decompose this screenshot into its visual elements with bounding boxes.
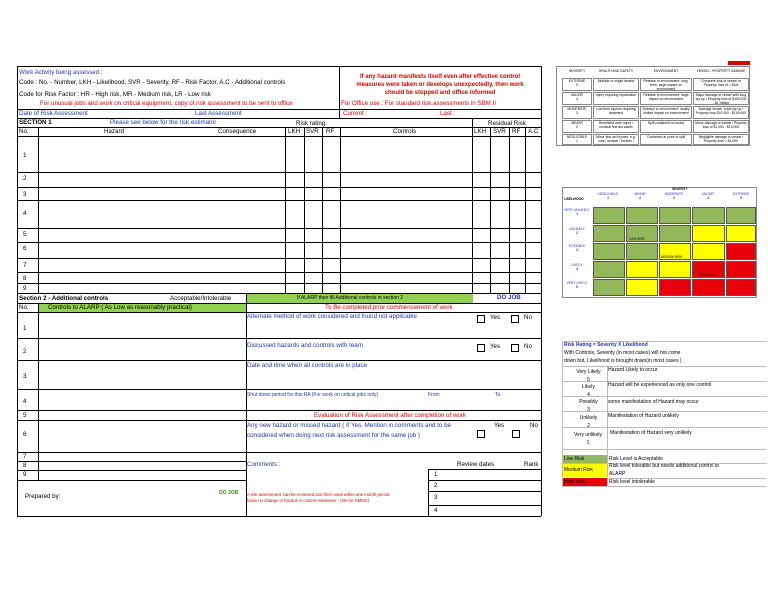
s2-row-3: 3 <box>23 373 27 380</box>
low-risk-desc: Risk Level is Acceptable <box>609 456 663 462</box>
s1-row-3: 3 <box>23 191 27 198</box>
risk-rating-header: Risk rating <box>296 120 326 127</box>
controls-alarp: Controls to ALARP ( As Low as reasonably practical) <box>48 304 192 311</box>
stop-work-warning <box>342 73 538 97</box>
s1-row-4: 4 <box>23 210 27 217</box>
q1-yes-checkbox[interactable] <box>477 315 485 323</box>
sev-health-minor: Restricted work injury / medical first aid cases <box>593 120 639 133</box>
sev-level-negligible-num: 1 <box>576 138 578 143</box>
s2-row-2: 2 <box>23 348 27 355</box>
matrix-cell-l1-s2 <box>626 207 658 224</box>
s1-row-7: 7 <box>23 262 27 269</box>
medium-risk-desc-2: ALARP <box>609 471 626 477</box>
q2-yes-checkbox[interactable] <box>477 344 485 352</box>
sev-env-extreme: Release to environment; long-term, large impact on environment <box>640 78 692 91</box>
matrix-col-negligible <box>593 193 623 200</box>
sev-level-moderate-label: MODERATE <box>567 107 587 111</box>
s2-row-9: 9 <box>23 471 27 478</box>
question-1: Alternate method of work considered and found not applicable <box>247 313 417 320</box>
review-row-1: 1 <box>434 471 438 478</box>
matrix-cell-l3-s1 <box>593 243 625 260</box>
matrix-cell-l5-s3 <box>659 279 691 296</box>
legend-possibly-label: Possibly <box>579 399 598 405</box>
to-label: To <box>495 392 501 398</box>
matrix-col-minor-num: 2 <box>639 195 641 200</box>
col-lkh-residual: LKH <box>474 128 487 135</box>
sev-prop-minor: Minor damage to vessel / Property loss of $1,000 - $10,000 <box>693 120 749 133</box>
matrix-cell-l1-s1 <box>593 207 625 224</box>
sev-th-severity: SEVERITY <box>568 69 586 73</box>
sev-env-negligible: Contained at point of spill <box>640 134 692 145</box>
matrix-col-moderate <box>658 193 690 200</box>
from-label: From <box>428 392 440 398</box>
review-row-4: 4 <box>434 507 438 514</box>
q1-no-checkbox[interactable] <box>511 315 519 323</box>
do-job-header: DO JOB <box>497 294 521 301</box>
legend-very-unlikely-desc: Manifestation of Hazard very unlikely <box>610 430 692 436</box>
legend-very-unlikely-label: Very unlikely <box>573 432 603 438</box>
high-risk-label: High Risk <box>564 479 586 485</box>
matrix-cell-l1-s4 <box>692 207 725 224</box>
question-3: Date and time when all controls are in place <box>247 362 368 369</box>
review-note <box>247 492 389 505</box>
matrix-row-very-likely-name: VERY LIKELY <box>566 281 588 285</box>
review-row-2: 2 <box>434 482 438 489</box>
current-label: Current : <box>343 110 368 117</box>
q6-yes-checkbox[interactable] <box>477 430 485 438</box>
q2-no-label: No <box>524 343 532 350</box>
sev-health-extreme: Multiple or single deaths <box>593 78 639 91</box>
section-2-title: Section 2 - Additional controls <box>19 295 109 302</box>
legend-title: Risk Rating = Severity X Likelihood <box>564 342 648 348</box>
matrix-row-possible-num: 3 <box>576 247 578 252</box>
estimator-note: Please see below for the risk estimator <box>110 119 217 126</box>
matrix-row-likely-name: LIKELY <box>571 263 583 267</box>
q6-no-checkbox[interactable] <box>512 430 520 438</box>
sev-level-major <box>562 92 592 105</box>
matrix-medium-label: MEDIUM RISK <box>661 255 683 259</box>
sev-prop-negligible: Negligible damage to vessel / Property loss < $1,000 <box>693 134 749 145</box>
sev-level-major-label: MAJOR <box>571 93 583 97</box>
sev-level-major-num: 4 <box>576 96 578 101</box>
sev-health-moderate: Lost time injuries requiring treatment <box>593 106 639 119</box>
matrix-row-very-unlikely <box>562 209 592 216</box>
matrix-row-unlikely <box>562 228 592 235</box>
s2-row-8: 8 <box>23 462 27 469</box>
legend-very-unlikely <box>566 431 610 447</box>
legend-likely-label: Likely <box>582 384 595 390</box>
q6-no-label: No <box>530 422 538 429</box>
matrix-cell-l4-s2 <box>626 261 658 278</box>
sev-level-moderate-num: 3 <box>576 110 578 115</box>
col-consequence: Consequence <box>218 128 257 135</box>
col-svr-residual: SVR <box>493 128 506 135</box>
prepared-by-label: Prepared by: <box>25 493 61 500</box>
sev-level-minor <box>562 120 592 133</box>
col-controls: Controls <box>393 128 417 135</box>
medium-risk-label: Medium Risk <box>564 467 593 473</box>
sev-level-minor-label: MINOR <box>571 121 583 125</box>
legend-very-likely-desc: Hazard Likely to occur <box>608 367 658 373</box>
matrix-col-extreme <box>726 193 756 200</box>
comments-label: Comments : <box>247 461 281 468</box>
legend-very-unlikely-num: 1 <box>586 440 590 446</box>
sev-level-moderate <box>562 106 592 119</box>
sev-th-prop: VESSEL / PROPERTY DAMAGE <box>696 69 746 73</box>
legend-unlikely-desc: Manifestation of Hazard unlikely <box>608 413 679 419</box>
red-marker <box>728 61 750 65</box>
matrix-row-possible <box>562 245 592 252</box>
sev-th-health: HEALTH AND SAFETY <box>598 69 634 73</box>
work-activity-label: Work Activity being assessed : <box>19 69 103 76</box>
sev-level-negligible <box>562 134 592 145</box>
s2-col-no: No. <box>19 304 29 311</box>
sev-level-extreme <box>562 78 592 91</box>
matrix-col-minor <box>625 193 655 200</box>
sev-level-minor-num: 2 <box>576 124 578 129</box>
s2-row-1: 1 <box>23 325 27 332</box>
section-1-title: SECTION 1 <box>19 119 52 126</box>
matrix-col-negligible-name: NEGLIGIBLE <box>598 192 618 196</box>
sev-env-major: Release to environment; large impact on environment <box>640 92 692 105</box>
s2-row-7: 7 <box>23 453 27 460</box>
legend-likely-desc: Hazard will be experienced as only one control <box>608 382 712 388</box>
s2-row-5: 5 <box>23 412 27 419</box>
legend-possibly-num: 3 <box>587 407 590 413</box>
question-2: Discussed hazards and controls with team <box>247 342 363 349</box>
legend-unlikely-label: Unlikely <box>579 415 598 421</box>
s1-row-2: 2 <box>23 175 27 182</box>
matrix-row-very-likely <box>562 282 592 289</box>
question-4: Shut down period for this RA (For work on critical jobs only) <box>247 392 379 398</box>
legend-very-likely-num: 5 <box>587 377 590 383</box>
last-assessment-label: Last Assessment <box>195 110 242 117</box>
matrix-row-unlikely-name: UNLIKELY <box>569 227 585 231</box>
q1-yes-label: Yes <box>490 314 501 321</box>
evaluation-title: Evaluation of Risk Assessment after completion of work <box>314 412 467 419</box>
legend-possibly-desc: some manifestation of Hazard may occur <box>608 399 699 405</box>
prior-commencement: To Be completed prior commencement of work <box>325 304 453 311</box>
matrix-row-likely <box>562 264 592 271</box>
sev-prop-moderate: Damage vessel, short lay up / Property loss $10,000 - $100,000 <box>693 106 749 119</box>
q2-no-checkbox[interactable] <box>511 344 519 352</box>
rank-label: Rank <box>524 461 539 468</box>
warning-line-2: measures were taken or develops unexpectedly, then work <box>356 82 524 89</box>
residual-risk-header: Residual Risk <box>488 120 526 127</box>
code-legend: Code : No. - Number, LKH - Likelihood, SVR - Severity, RF - Risk Factor, A.C - Additional controls <box>19 79 286 86</box>
last-label: Last : <box>440 110 456 117</box>
question-6-line-1: Any new hazard or missed hazard ( If Yes, Mention in comments and to be <box>247 422 451 429</box>
matrix-col-extreme-num: 5 <box>740 195 742 200</box>
matrix-cell-l4-s5 <box>726 261 756 278</box>
matrix-col-major-num: 4 <box>707 195 709 200</box>
sev-level-negligible-label: NEGLIGIBLE <box>566 135 588 139</box>
matrix-cell-l3-s4 <box>692 243 725 260</box>
matrix-cell-l3-s5 <box>726 243 756 260</box>
sev-health-negligible: Minor first aid injuries, e.g. cuts / scratch / bruises / strains <box>593 134 639 145</box>
matrix-row-possible-name: POSSIBLE <box>568 244 586 248</box>
legend-likely-num: 4 <box>587 392 590 398</box>
high-risk-desc: Risk level intolerable <box>609 479 655 485</box>
do-job-bottom: DO JOB <box>219 490 239 496</box>
review-note-line-2: basis no change in hazard or control measures - (NA for SMMS) <box>247 498 370 504</box>
sev-prop-major: Major damage to vessel with long lay-up / Property loss of $100,000 - $1 million <box>693 92 749 105</box>
sev-level-extreme-label: EXTREME <box>568 79 586 83</box>
matrix-cell-l1-s3 <box>659 207 691 224</box>
q1-no-label: No <box>524 314 532 321</box>
date-of-ra-label: Date of Risk Assessment <box>19 110 88 117</box>
severity-table <box>556 66 750 146</box>
col-no: No. <box>19 128 29 135</box>
matrix-cell-l5-s5 <box>726 279 756 296</box>
s1-row-1: 1 <box>23 152 27 159</box>
question-6-line-2: considered when doing next risk assessment for the same job ) <box>247 432 420 439</box>
matrix-cell-l2-s5 <box>726 225 756 242</box>
legend-line-2: down but, Likelihood is brought down(in most cases ) <box>564 358 682 364</box>
review-note-line-1: A risk assessment can be reviewed and then used within one month period <box>247 492 390 497</box>
matrix-cell-l5-s1 <box>593 279 625 296</box>
matrix-cell-l2-s4 <box>692 225 725 242</box>
q6-yes-label: Yes <box>494 422 505 429</box>
s1-row-9: 9 <box>23 285 27 292</box>
matrix-col-moderate-name: MODERATE <box>664 192 684 196</box>
matrix-likelihood-label: LIKELIHOOD <box>564 197 584 201</box>
s1-row-8: 8 <box>23 275 27 282</box>
matrix-col-major <box>692 193 724 200</box>
warning-line-1: If any hazard manifests itself even after effective control <box>359 74 521 80</box>
col-rf: RF <box>326 128 335 135</box>
matrix-row-likely-num: 4 <box>576 266 578 271</box>
low-risk-label: Low Risk <box>564 456 585 462</box>
s1-row-6: 6 <box>23 245 27 252</box>
sev-prop-extreme: Complete loss of vessel or Property, loss of > $1M <box>693 78 749 91</box>
s1-row-5: 5 <box>23 231 27 238</box>
s2-row-4: 4 <box>23 398 27 405</box>
matrix-cell-l3-s2 <box>626 243 658 260</box>
matrix-col-major-name: MAJOR <box>702 192 714 196</box>
matrix-severity-label: SEVERITY <box>672 187 688 191</box>
medium-risk-desc-1: Risk level tolerable but needs additional control to <box>609 463 720 469</box>
legend-line-1: With Controls, Severity (in most cases) will not come <box>564 350 681 356</box>
matrix-cell-l2-s3 <box>659 225 691 242</box>
matrix-col-negligible-num: 1 <box>607 195 609 200</box>
matrix-row-very-unlikely-name: VERY UNLIKELY <box>564 208 590 212</box>
sev-env-moderate: Release to environment; locally limited impact on environment <box>640 106 692 119</box>
sev-health-major: Injury requiring repatriation <box>593 92 639 105</box>
sev-level-extreme-num: 5 <box>576 82 578 87</box>
acceptable-intolerable: Acceptable/Intolerable <box>170 295 232 302</box>
col-rf-residual: RF <box>512 128 521 135</box>
matrix-col-minor-name: MINOR <box>634 192 646 196</box>
matrix-cell-l1-s5 <box>726 207 756 224</box>
warning-line-3: should be stopped and office informed <box>384 90 496 97</box>
matrix-cell-l4-s1 <box>593 261 625 278</box>
s2-row-6: 6 <box>23 431 27 438</box>
legend-unlikely-num: 2 <box>587 423 590 429</box>
matrix-row-unlikely-num: 2 <box>576 230 578 235</box>
sev-env-minor: Spill contained on board <box>640 120 692 133</box>
matrix-cell-l5-s2 <box>626 279 658 296</box>
review-dates-label: Review dates <box>457 461 495 468</box>
matrix-col-extreme-name: EXTREME <box>733 192 749 196</box>
col-lkh: LKH <box>288 128 301 135</box>
matrix-cell-l4-s3 <box>659 261 691 278</box>
alarp-note: If ALARP then fill Additional controls in section 2 <box>297 295 404 301</box>
q2-yes-label: Yes <box>490 343 501 350</box>
matrix-low-label: LOW RISK <box>629 237 645 241</box>
col-hazard: Hazard <box>104 128 124 135</box>
matrix-high-label: HIGH RISK <box>699 273 716 277</box>
matrix-row-very-likely-num: 5 <box>576 284 578 289</box>
matrix-cell-l5-s4 <box>692 279 725 296</box>
legend-very-likely-label: Very Likely <box>576 369 601 375</box>
matrix-row-very-unlikely-num: 1 <box>576 211 578 216</box>
risk-factor-legend: Code for Risk Factor : HR - High risk, MR - Medium risk, LR - Low risk <box>19 91 211 98</box>
matrix-cell-l2-s1 <box>593 225 625 242</box>
unusual-jobs-note: For unusual jobs and work on critical equipment, copy of risk assessment to be sent to office <box>40 100 293 107</box>
matrix-col-moderate-num: 3 <box>673 195 675 200</box>
office-use-note: For Office use : For standard risk assessments in SBM II <box>341 100 496 107</box>
col-svr: SVR <box>306 128 319 135</box>
review-row-3: 3 <box>434 494 438 501</box>
sev-th-env: ENVIRONMENT <box>653 69 679 73</box>
col-ac: A.C <box>528 128 539 135</box>
